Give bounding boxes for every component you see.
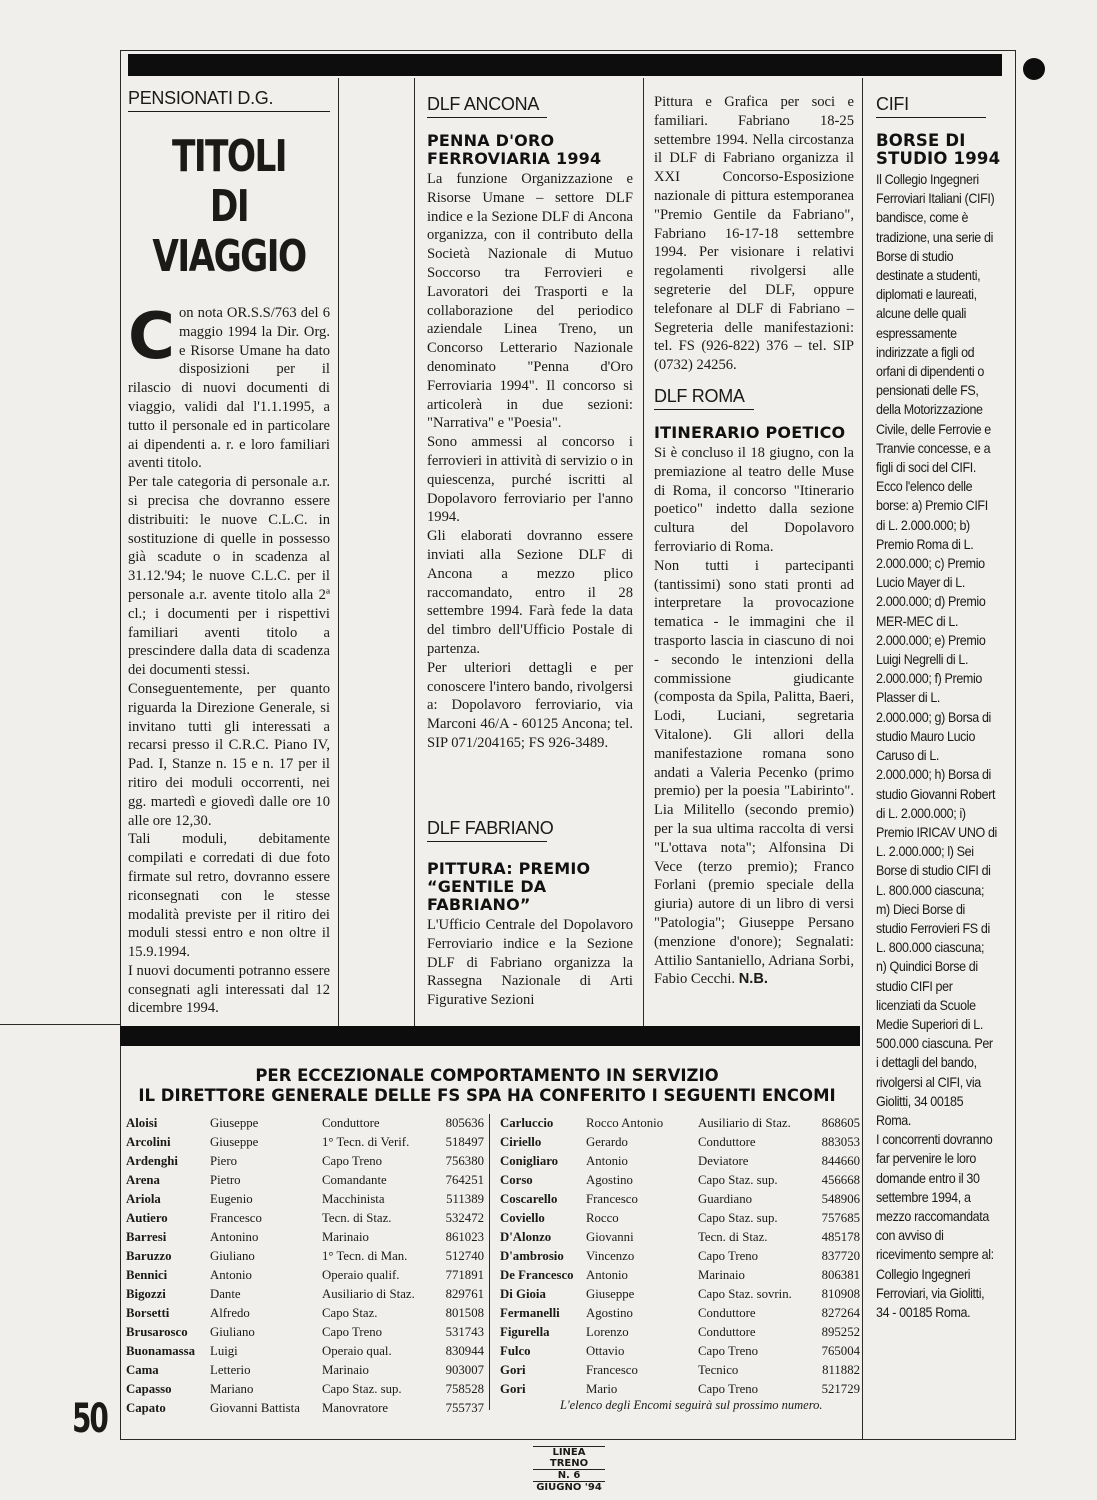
encomio-row	[500, 1361, 860, 1380]
encomio-first-name: Francesco	[210, 1211, 262, 1225]
encomio-first-name: Piero	[210, 1154, 238, 1168]
encomio-role: Marinaio	[322, 1363, 369, 1377]
column-rule-2	[414, 78, 415, 1026]
encomio-badge-number: 827264	[821, 1306, 860, 1320]
article-dlf-roma	[654, 386, 854, 989]
encomio-first-name: Vincenzo	[586, 1249, 635, 1263]
encomio-role: Tecnico	[698, 1363, 739, 1377]
encomio-first-name: Gerardo	[586, 1135, 628, 1149]
encomi-heading: PER ECCEZIONALE COMPORTAMENTO IN SERVIZIO IL DIRETTORE GENERALE DELLE FS SPA HA CONFERITO I SEGUENTI ENCOMI	[138, 1066, 836, 1105]
encomio-first-name: Pietro	[210, 1173, 241, 1187]
encomio-first-name: Antonio	[586, 1154, 628, 1168]
section-label: CIFI	[876, 94, 986, 118]
section-label: DLF FABRIANO	[427, 818, 547, 842]
encomio-row	[126, 1380, 484, 1399]
article-body: Si è concluso il 18 giugno, con la premiazione al teatro delle Muse di Roma, il concorso "Itinerario poetico" indetto dalla sezione cultura del Dopolavoro ferroviario di Roma. Non tutti i partecipanti (tantissimi) sono stati pronti ad interpretare la provocazione tematica - le immagini che il trasporto lascia in ciascuno di noi - secondo le intenzioni della commissione giudicante (composta da Spila, Palitta, Baeri, Lodi, Luciani, segretaria Vitalone). Gli allori della manifestazione romana sono andati a Valeria Pecenko (primo premio) per la poesia "Labirinto". Lia Militello (secondo premio) per la sua ultima raccolta di versi "L'ottava nota"; Alfonsina Di Vece (terzo premio); Franco Forlani (premio speciale della giuria) autore di un libro di versi "Patologia"; Giuseppe Persano (menzione d'onore); Segnalati: Attilio Santaniello, Adriana Sorbi, Fabio Cecchi. N.B.	[654, 445, 854, 988]
encomio-badge-number: 810908	[821, 1287, 860, 1301]
encomio-surname: Borsetti	[126, 1306, 170, 1320]
article-body: Pittura e Grafica per soci e familiari. Fabriano 18-25 settembre 1994. Nella circostanza il DLF di Fabriano organizza il XXI Concorso-Esposizione nazionale di pittura estemporanea "Premio Gentile da Fabriano", Fabriano 16-17-18 settembre 1994. Per visionare i relativi regolamenti rivolgersi alle segreterie del DLF, oppure telefonare al DLF di Fabriano – Segreteria delle manifestazioni: tel. FS (926-822) 376 – tel. SIP (0732) 24256.	[654, 94, 854, 374]
encomio-row	[126, 1247, 484, 1266]
encomio-badge-number: 756380	[445, 1154, 484, 1168]
encomio-badge-number: 895252	[821, 1325, 860, 1339]
encomio-surname: Cama	[126, 1363, 159, 1377]
section-label: PENSIONATI D.G.	[128, 88, 330, 112]
encomio-first-name: Agostino	[586, 1173, 633, 1187]
encomi-black-band	[120, 1026, 860, 1046]
article-heading: ITINERARIO POETICO	[654, 423, 846, 442]
encomio-surname: Aloisi	[126, 1116, 158, 1130]
section-label: DLF ROMA	[654, 386, 754, 410]
encomio-role: Capo Staz. sup.	[698, 1211, 778, 1225]
encomio-surname: Capato	[126, 1401, 166, 1415]
encomio-surname: Arcolini	[126, 1135, 171, 1149]
encomio-badge-number: 764251	[445, 1173, 484, 1187]
encomio-surname: Ariola	[126, 1192, 161, 1206]
encomio-row	[126, 1190, 484, 1209]
article-dlf-ancona	[427, 94, 633, 753]
encomio-badge-number: 837720	[821, 1249, 860, 1263]
article-body: La funzione Organizzazione e Risorse Umane – settore DLF indice e la Sezione DLF di Ancona organizza, con il contributo della Società Nazionale di Mutuo Soccorso tra Ferrovieri e Lavoratori dei Trasporti e la collaborazione del periodico aziendale Linea Treno, un Concorso Letterario Nazionale denominato "Penna d'Oro Ferroviaria 1994". Il concorso si articolerà in due sezioni: "Narrativa" e "Poesia". Sono ammessi al concorso i ferrovieri in attività di servizio o in quiescenza, purché iscritti al Dopolavoro ferroviario per l'anno 1994. Gli elaborati dovranno essere inviati alla Sezione DLF di Ancona a mezzo plico raccomandato, entro il 28 settembre 1994. Farà fede la data del timbro dell'Ufficio Postale di partenza. Per ulteriori dettagli e per conoscere l'intero bando, rivolgersi a: Dopolavoro ferroviario, via Marconi 46/A - 60125 Ancona; tel. SIP 071/204165; FS 926-3489.	[427, 171, 633, 751]
encomio-role: Comandante	[322, 1173, 387, 1187]
left-margin-rule	[0, 1024, 120, 1025]
article-heading: BORSE DI STUDIO 1994	[876, 131, 1001, 168]
section-label: DLF ANCONA	[427, 94, 547, 118]
encomio-surname: De Francesco	[500, 1268, 574, 1282]
encomio-role: Marinaio	[322, 1230, 369, 1244]
encomio-role: Capo Staz.	[322, 1306, 378, 1320]
encomio-first-name: Antonio	[210, 1268, 252, 1282]
encomio-badge-number: 771891	[445, 1268, 484, 1282]
encomio-surname: Bigozzi	[126, 1287, 166, 1301]
encomio-first-name: Mariano	[210, 1382, 254, 1396]
author-signature: N.B.	[738, 971, 768, 988]
encomio-row	[126, 1209, 484, 1228]
encomio-role: Tecn. di Staz.	[322, 1211, 392, 1225]
encomio-row	[126, 1342, 484, 1361]
encomio-first-name: Luigi	[210, 1344, 238, 1358]
encomio-surname: Carluccio	[500, 1116, 554, 1130]
drop-cap: C	[128, 300, 175, 374]
encomio-first-name: Giovanni	[586, 1230, 634, 1244]
encomio-first-name: Rocco	[586, 1211, 619, 1225]
encomio-role: Macchinista	[322, 1192, 385, 1206]
encomio-badge-number: 883053	[821, 1135, 860, 1149]
encomio-badge-number: 512740	[445, 1249, 484, 1263]
encomio-surname: Ciriello	[500, 1135, 542, 1149]
encomio-surname: Conigliaro	[500, 1154, 559, 1168]
encomio-row	[126, 1361, 484, 1380]
encomio-badge-number: 485178	[821, 1230, 860, 1244]
encomio-role: Conduttore	[698, 1306, 756, 1320]
encomio-first-name: Eugenio	[210, 1192, 253, 1206]
encomio-badge-number: 456668	[821, 1173, 860, 1187]
encomio-role: Capo Treno	[322, 1325, 383, 1339]
encomio-row	[126, 1133, 484, 1152]
encomio-row	[500, 1247, 860, 1266]
encomio-badge-number: 521729	[821, 1382, 860, 1396]
encomio-row	[500, 1342, 860, 1361]
encomio-badge-number: 755737	[445, 1401, 484, 1415]
encomio-row	[500, 1190, 860, 1209]
encomio-first-name: Antonio	[586, 1268, 628, 1282]
article-body: L'Ufficio Centrale del Dopolavoro Ferroviario indice e la Sezione DLF di Fabriano organizza la Rassegna Nazionale di Arti Figurative Sezioni	[427, 917, 633, 1009]
encomio-row	[126, 1266, 484, 1285]
encomio-surname: Fermanelli	[500, 1306, 560, 1320]
encomio-surname: Figurella	[500, 1325, 550, 1339]
encomio-first-name: Giovanni Battista	[210, 1401, 300, 1415]
article-title: TITOLI DI VIAGGIO	[152, 131, 306, 282]
encomio-role: Operaio qual.	[322, 1344, 392, 1358]
encomio-role: Capo Treno	[322, 1154, 383, 1168]
encomio-row	[126, 1228, 484, 1247]
encomio-row	[500, 1285, 860, 1304]
encomio-row	[126, 1399, 484, 1418]
encomio-first-name: Letterio	[210, 1363, 251, 1377]
article-pensionati	[128, 88, 330, 1018]
article-dlf-fabriano	[427, 818, 633, 1010]
encomio-surname: Autiero	[126, 1211, 168, 1225]
encomio-badge-number: 830944	[445, 1344, 484, 1358]
encomio-surname: Fulco	[500, 1344, 531, 1358]
encomio-row	[500, 1266, 860, 1285]
encomio-row	[500, 1380, 860, 1399]
encomio-badge-number: 511389	[446, 1192, 484, 1206]
encomio-row	[500, 1171, 860, 1190]
encomio-badge-number: 801508	[445, 1306, 484, 1320]
encomio-badge-number: 518497	[445, 1135, 484, 1149]
encomio-row	[500, 1304, 860, 1323]
top-black-bar	[128, 54, 1002, 76]
encomio-first-name: Giuseppe	[586, 1287, 635, 1301]
magazine-footer: LINEA TRENO N. 6 GIUGNO '94	[533, 1446, 605, 1493]
encomio-role: 1° Tecn. di Verif.	[322, 1135, 410, 1149]
encomio-surname: Gori	[500, 1363, 526, 1377]
encomio-first-name: Giuliano	[210, 1325, 255, 1339]
encomio-surname: Di Gioia	[500, 1287, 546, 1301]
article-cifi	[876, 94, 1008, 1322]
encomio-role: Capo Staz. sup.	[322, 1382, 402, 1396]
encomio-surname: Ardenghi	[126, 1154, 178, 1168]
encomio-role: Conduttore	[698, 1135, 756, 1149]
encomio-surname: Corso	[500, 1173, 533, 1187]
encomio-role: Capo Treno	[698, 1382, 759, 1396]
encomio-role: Capo Treno	[698, 1249, 759, 1263]
encomio-first-name: Rocco Antonio	[586, 1116, 664, 1130]
encomio-first-name: Antonino	[210, 1230, 259, 1244]
encomio-row	[126, 1152, 484, 1171]
encomio-first-name: Lorenzo	[586, 1325, 629, 1339]
encomio-badge-number: 829761	[445, 1287, 484, 1301]
encomio-row	[500, 1114, 860, 1133]
encomio-role: Capo Treno	[698, 1344, 759, 1358]
encomio-badge-number: 868605	[821, 1116, 860, 1130]
encomio-badge-number: 806381	[821, 1268, 860, 1282]
article-body: Con nota OR.S.S/763 del 6 maggio 1994 la Dir. Org. e Risorse Umane ha dato disposizioni per il rilascio di nuovi documenti di viaggio, validi dal l'1.1.1995, a tutto il personale ed in particolare ai dipendenti a. r. e loro familiari aventi titolo. Per tale categoria di personale a.r. si precisa che dovranno essere distribuiti: le nuove C.L.C. in sostituzione di quelle in possesso già scadute o in scadenza al 31.12.'94; le nuove C.L.C. per il personale a.r. avente titolo alla 2ª cl.; i documenti per i rispettivi familiari aventi titolo a prescindere dalla data di scadenza dei documenti stessi. Conseguentemente, per quanto riguarda la Direzione Generale, si invitano tutti gli interessati a recarsi presso il C.R.C. Piano IV, Pad. I, Stanze n. 15 e n. 17 per il ritiro dei moduli occorrenti, nei gg. martedì e giovedì dalle ore 10 alle ore 12,30. Tali moduli, debitamente compilati e corredati di due foto firmate sul retro, dovranno essere riconsegnati con le stesse modalità previste per il ritiro dei moduli stessi entro e non oltre il 15.9.1994. I nuovi documenti potranno essere consegnati agli interessati dal 12 dicembre 1994.	[128, 300, 330, 1017]
encomio-role: Capo Staz. sup.	[698, 1173, 778, 1187]
encomio-first-name: Dante	[210, 1287, 241, 1301]
article-body: Il Collegio Ingegneri Ferroviari Italiani (CIFI) bandisce, come è tradizione, una serie di Borse di studio destinate a studenti, diplomati e laureati, alcune delle quali espressamente indirizzate a figli od orfani di dipendenti o pensionati delle FS, della Motorizzazione Civile, delle Ferrovie e Tranvie concesse, e a figli di soci del CIFI. Ecco l'elenco delle borse: a) Premio CIFI di L. 2.000.000; b) Premio Roma di L. 2.000.000; c) Premio Lucio Mayer di L. 2.000.000; d) Premio MER-MEC di L. 2.000.000; e) Premio Luigi Negrelli di L. 2.000.000; f) Premio Plasser di L. 2.000.000; g) Borsa di studio Mauro Lucio Caruso di L. 2.000.000; h) Borsa di studio Giovanni Robert di L. 2.000.000; i) Premio IRICAV UNO di L. 2.000.000; l) Sei Borse di studio CIFI di L. 800.000 ciascuna; m) Dieci Borse di studio Ferrovieri FS di L. 800.000 ciascuna; n) Quindici Borse di studio CIFI per licenziati da Scuole Medie Superiori di L. 500.000 ciascuna. Per i dettagli del bando, rivolgersi al CIFI, via Giolitti, 34 00185 Roma. I concorrenti dovranno far pervenire le loro domande entro il 30 settembre 1994, a mezzo raccomandata con avviso di ricevimento sempre al: Collegio Ingegneri Ferroviari, via Giolitti, 34 - 00185 Roma.	[876, 172, 997, 1320]
encomio-role: Marinaio	[698, 1268, 745, 1282]
encomio-surname: Buonamassa	[126, 1344, 195, 1358]
encomi-table-left	[126, 1114, 484, 1418]
encomio-surname: D'Alonzo	[500, 1230, 552, 1244]
encomio-surname: Coscarello	[500, 1192, 558, 1206]
encomio-surname: Arena	[126, 1173, 160, 1187]
encomio-surname: Barresi	[126, 1230, 167, 1244]
encomio-row	[500, 1152, 860, 1171]
encomi-divider	[489, 1114, 490, 1410]
column-rule-4	[862, 78, 863, 1440]
encomio-badge-number: 903007	[445, 1363, 484, 1377]
encomio-role: Tecn. di Staz.	[698, 1230, 768, 1244]
column-rule-1	[338, 78, 339, 1026]
encomio-role: Operaio qualif.	[322, 1268, 400, 1282]
encomio-badge-number: 861023	[445, 1230, 484, 1244]
encomio-badge-number: 811882	[822, 1363, 860, 1377]
encomio-row	[500, 1323, 860, 1342]
corner-dot	[1023, 58, 1045, 80]
encomio-first-name: Alfredo	[210, 1306, 250, 1320]
encomio-row	[126, 1323, 484, 1342]
article-heading: PITTURA: PREMIO “GENTILE DA FABRIANO”	[427, 859, 591, 914]
encomio-role: Deviatore	[698, 1154, 749, 1168]
encomio-surname: Brusarosco	[126, 1325, 188, 1339]
encomio-row	[500, 1209, 860, 1228]
encomio-row	[500, 1133, 860, 1152]
encomio-badge-number: 757685	[821, 1211, 860, 1225]
encomi-table-right	[500, 1114, 860, 1399]
encomio-first-name: Agostino	[586, 1306, 633, 1320]
encomio-badge-number: 532472	[445, 1211, 484, 1225]
encomio-first-name: Giuseppe	[210, 1116, 259, 1130]
encomio-badge-number: 548906	[821, 1192, 860, 1206]
encomio-first-name: Francesco	[586, 1363, 638, 1377]
encomio-first-name: Ottavio	[586, 1344, 625, 1358]
encomio-row	[126, 1171, 484, 1190]
encomio-role: Guardiano	[698, 1192, 753, 1206]
encomio-badge-number: 758528	[445, 1382, 484, 1396]
encomio-badge-number: 765004	[821, 1344, 860, 1358]
encomio-surname: D'ambrosio	[500, 1249, 564, 1263]
encomio-badge-number: 844660	[821, 1154, 860, 1168]
encomio-role: Ausiliario di Staz.	[322, 1287, 415, 1301]
encomio-row	[126, 1304, 484, 1323]
article-heading: PENNA D'ORO FERROVIARIA 1994	[427, 131, 602, 168]
encomio-surname: Baruzzo	[126, 1249, 172, 1263]
encomio-first-name: Mario	[586, 1382, 618, 1396]
encomio-surname: Coviello	[500, 1211, 545, 1225]
encomio-surname: Bennici	[126, 1268, 168, 1282]
encomio-role: Ausiliario di Staz.	[698, 1116, 791, 1130]
encomio-badge-number: 805636	[445, 1116, 484, 1130]
encomio-row	[126, 1114, 484, 1133]
page-number: 50	[72, 1396, 107, 1442]
encomio-role: Manovratore	[322, 1401, 389, 1415]
encomio-surname: Gori	[500, 1382, 526, 1396]
encomio-role: Conduttore	[698, 1325, 756, 1339]
encomio-row	[500, 1228, 860, 1247]
encomio-role: Capo Staz. sovrin.	[698, 1287, 792, 1301]
encomio-role: 1° Tecn. di Man.	[322, 1249, 408, 1263]
article-fabriano-cont	[654, 93, 854, 375]
encomio-first-name: Giuseppe	[210, 1135, 259, 1149]
encomio-role: Conduttore	[322, 1116, 380, 1130]
encomio-badge-number: 531743	[445, 1325, 484, 1339]
encomio-first-name: Francesco	[586, 1192, 638, 1206]
encomio-first-name: Giuliano	[210, 1249, 255, 1263]
encomi-note: L'elenco degli Encomi seguirà sul prossimo numero.	[560, 1398, 823, 1412]
column-rule-3	[643, 78, 644, 1026]
encomio-row	[126, 1285, 484, 1304]
encomio-surname: Capasso	[126, 1382, 172, 1396]
